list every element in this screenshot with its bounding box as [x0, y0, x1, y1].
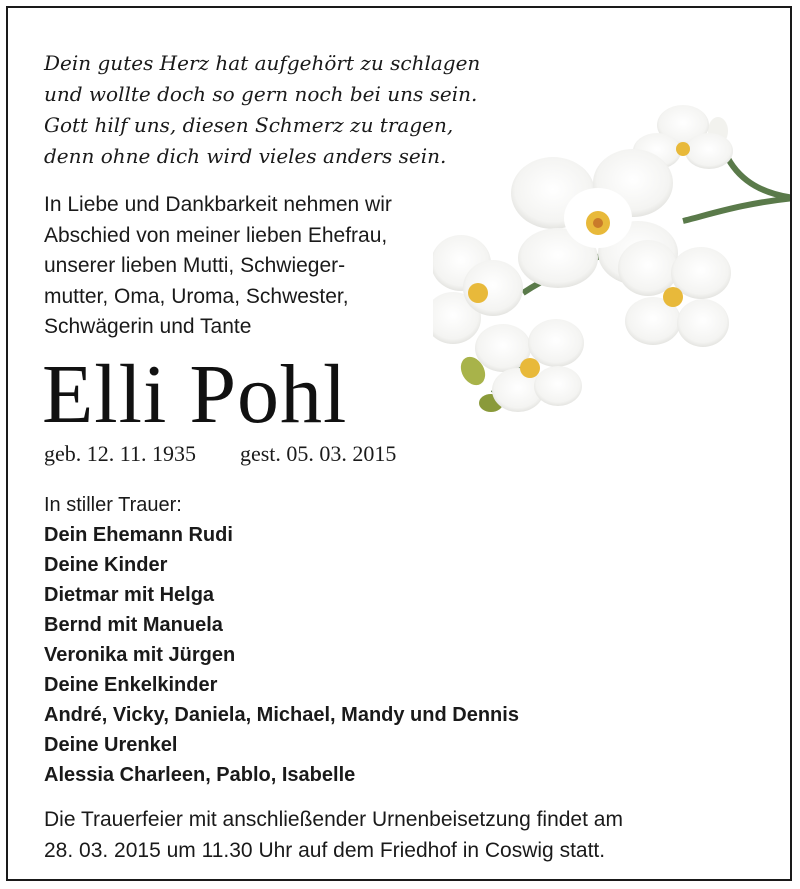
poem-line: Gott hilf uns, diesen Schmerz zu tragen, — [44, 113, 454, 137]
life-dates — [44, 441, 396, 467]
intro-line: mutter, Oma, Uroma, Schwester, — [44, 284, 349, 308]
death-date: gest. 05. 03. 2015 — [239, 441, 397, 466]
mourner-line: Deine Kinder — [44, 554, 168, 576]
intro-line: Schwägerin und Tante — [44, 315, 252, 338]
intro-line: unserer lieben Mutti, Schwieger- — [44, 254, 346, 277]
mourner-line: Veronika mit Jürgen — [44, 644, 236, 666]
orchid-image — [433, 103, 792, 433]
mourner-line: André, Vicky, Daniela, Michael, Mandy und Dennis — [44, 704, 519, 726]
funeral-info — [44, 804, 623, 866]
birth-date: geb. 12. 11. 1935 — [44, 441, 196, 466]
deceased-name: Elli Pohl — [42, 348, 348, 441]
intro-line: Abschied von meiner lieben Ehefrau, — [44, 223, 388, 247]
mourner-line: Dietmar mit Helga — [44, 584, 215, 606]
mourners-list — [44, 490, 519, 790]
intro-text — [44, 190, 392, 343]
mourners-heading: In stiller Trauer: — [44, 494, 182, 516]
poem-line: denn ohne dich wird vieles anders sein. — [44, 144, 447, 168]
funeral-line: 28. 03. 2015 um 11.30 Uhr auf dem Friedhof in Coswig statt. — [44, 839, 606, 862]
mourner-line: Alessia Charleen, Pablo, Isabelle — [44, 764, 356, 786]
poem-line: Dein gutes Herz hat aufgehört zu schlagen — [44, 51, 481, 75]
funeral-line: Die Trauerfeier mit anschließender Urnenbeisetzung findet am — [44, 808, 623, 831]
poem-line: und wollte doch so gern noch bei uns sein. — [44, 82, 478, 106]
mourner-line: Deine Enkelkinder — [44, 674, 218, 696]
mourner-line: Dein Ehemann Rudi — [44, 524, 233, 546]
mourner-line: Bernd mit Manuela — [44, 614, 223, 636]
intro-line: In Liebe und Dankbarkeit nehmen wir — [44, 193, 392, 216]
obituary-notice — [6, 6, 792, 881]
poem — [44, 48, 480, 172]
mourner-line: Deine Urenkel — [44, 734, 178, 756]
